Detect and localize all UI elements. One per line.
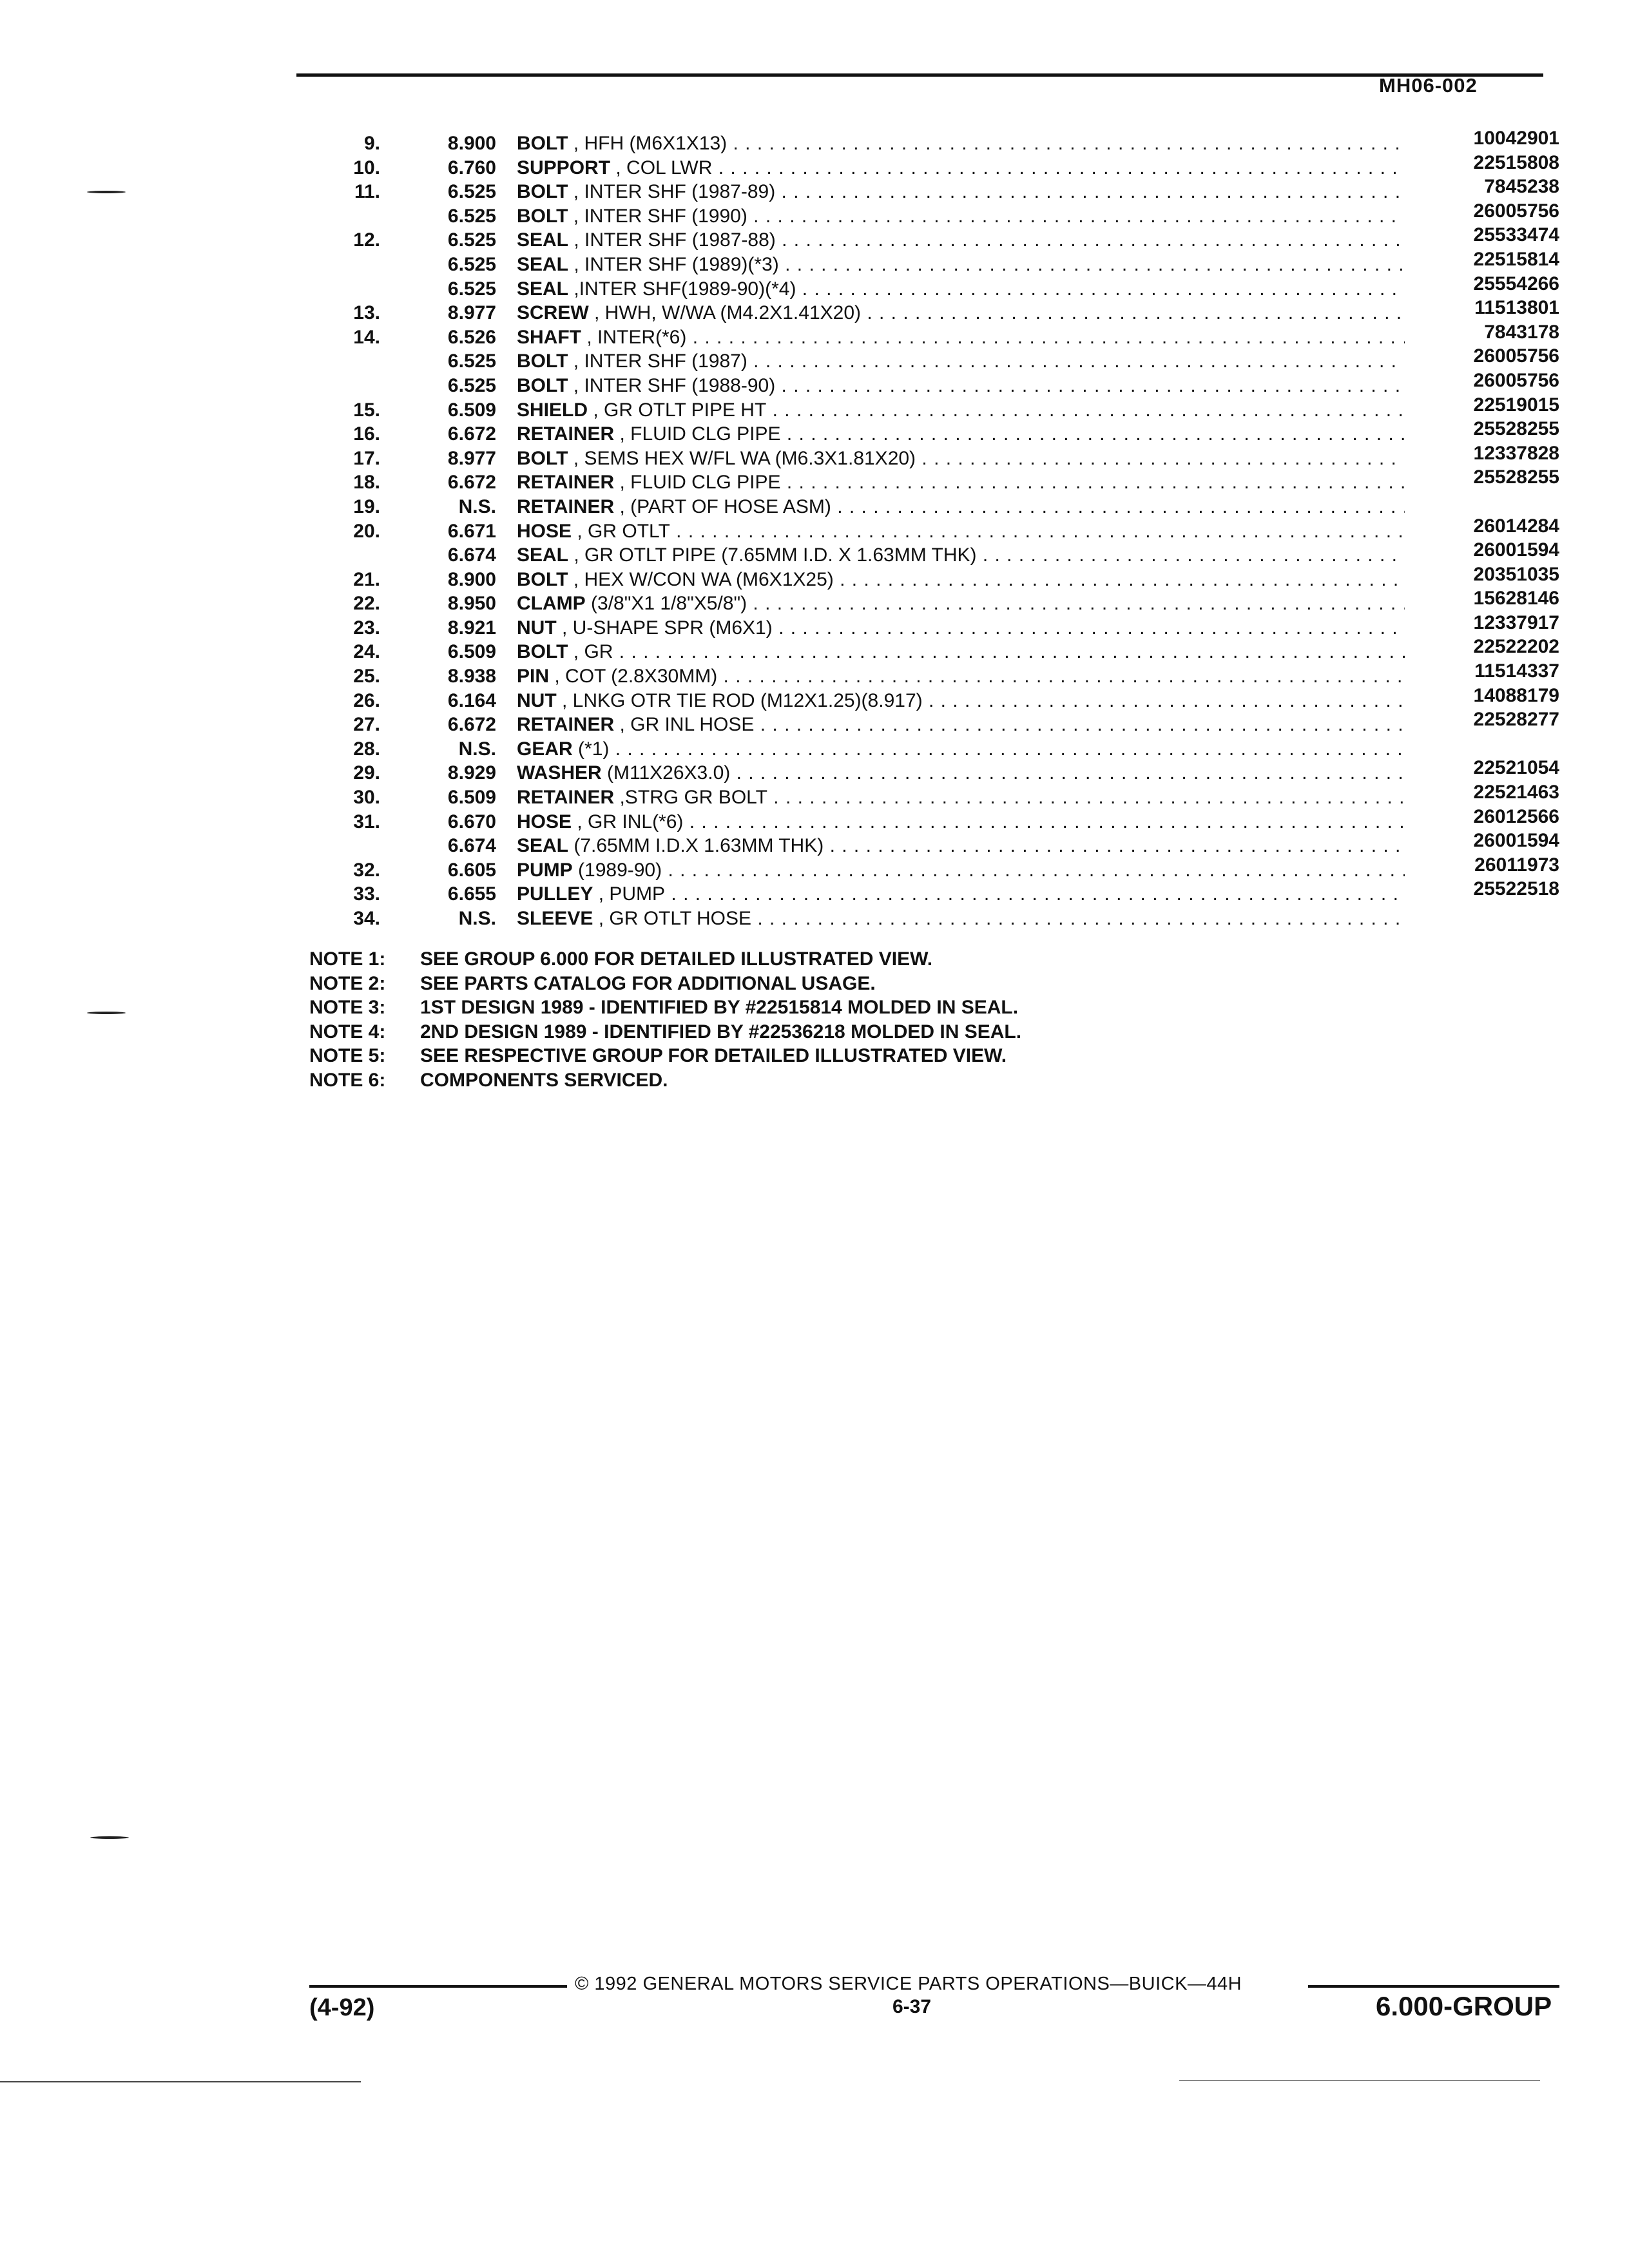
group-number: 6.525	[447, 229, 496, 251]
part-name: RETAINER	[517, 714, 615, 736]
item-number: 15.	[353, 399, 380, 421]
part-name: BOLT	[517, 133, 568, 154]
part-description	[517, 398, 1405, 423]
group-number: 6.525	[447, 253, 496, 275]
group-number: 6.525	[447, 374, 496, 396]
item-number: 19.	[353, 495, 380, 517]
parts-row	[284, 151, 1572, 180]
part-detail: , U-SHAPE SPR (M6X1)	[562, 617, 773, 639]
parts-row	[284, 418, 1572, 447]
part-detail: , INTER SHF (1989)(*3)	[574, 253, 779, 275]
part-name: BOLT	[517, 568, 568, 590]
part-name: NUT	[517, 689, 557, 711]
parts-row	[284, 297, 1572, 325]
part-detail: , FLUID CLG PIPE	[619, 472, 781, 494]
part-detail: , LNKG OTR TIE ROD (M12X1.25)(8.917)	[562, 689, 923, 711]
parts-row	[284, 273, 1572, 302]
parts-row	[284, 854, 1572, 883]
item-number: 31.	[353, 811, 380, 832]
part-number: 20351035	[1473, 563, 1559, 585]
item-number: 33.	[353, 883, 380, 905]
part-name: SEAL	[517, 229, 569, 251]
part-detail: , INTER SHF (1990)	[573, 205, 747, 227]
part-detail: , HFH (M6X1X13)	[573, 133, 728, 154]
parts-row	[284, 907, 1572, 931]
part-detail: , GR OTLT HOSE	[598, 908, 751, 929]
binder-hole-mark	[90, 1836, 129, 1839]
parts-row	[284, 466, 1572, 495]
part-number: 22515808	[1473, 151, 1559, 173]
group-number: 8.900	[447, 133, 496, 154]
part-number: 11513801	[1474, 297, 1559, 319]
item-number: 21.	[353, 568, 380, 590]
part-description	[517, 785, 1405, 810]
group-number: 6.525	[447, 181, 496, 203]
part-number: 22521054	[1473, 757, 1559, 779]
item-number: 22.	[353, 593, 380, 615]
part-detail: , FLUID CLG PIPE	[619, 423, 781, 445]
group-number: 6.655	[447, 883, 496, 905]
group-number: 8.977	[447, 447, 496, 469]
part-name: GEAR	[517, 738, 573, 760]
part-description	[517, 374, 1405, 398]
part-description	[517, 761, 1405, 785]
group-number: 6.605	[447, 859, 496, 881]
group-number: N.S.	[458, 738, 496, 760]
footer-rule-right	[1308, 1985, 1559, 1988]
part-name: SCREW	[517, 302, 589, 324]
group-number: 6.671	[447, 520, 496, 542]
part-number: 22521463	[1473, 782, 1559, 803]
part-detail: , PUMP	[598, 883, 666, 905]
parts-row	[284, 495, 1572, 519]
part-detail: , HWH, W/WA (M4.2X1.41X20)	[594, 302, 861, 324]
part-number: 12337828	[1473, 442, 1559, 464]
item-number: 28.	[353, 738, 380, 760]
parts-row	[284, 709, 1572, 737]
note-text: 2ND DESIGN 1989 - IDENTIFIED BY #22536218 MOLDED IN SEAL.	[420, 1021, 1022, 1043]
parts-row	[284, 224, 1572, 253]
note-line	[309, 1044, 1021, 1068]
parts-row	[284, 442, 1572, 471]
header-rule	[296, 73, 1543, 77]
part-description	[517, 519, 1405, 544]
item-number: 25.	[353, 666, 380, 687]
part-detail: , INTER SHF (1987-89)	[573, 181, 776, 203]
part-detail: , GR INL(*6)	[577, 811, 684, 832]
part-number: 26012566	[1473, 805, 1559, 827]
part-detail: (M11X26X3.0)	[607, 762, 731, 784]
group-number: 6.525	[447, 351, 496, 372]
parts-row	[284, 684, 1572, 713]
note-label: NOTE 3:	[309, 997, 386, 1018]
group-number: 6.164	[447, 689, 496, 711]
part-detail: ,INTER SHF(1989-90)(*4)	[574, 278, 796, 300]
parts-row	[284, 515, 1572, 544]
part-detail: , HEX W/CON WA (M6X1X25)	[573, 568, 834, 590]
part-name: SEAL	[517, 253, 569, 275]
item-number: 30.	[353, 787, 380, 809]
part-number: 26005756	[1473, 200, 1559, 222]
part-description	[517, 156, 1405, 180]
part-name: SEAL	[517, 278, 569, 300]
group-number: 8.938	[447, 666, 496, 687]
part-detail: , INTER SHF (1987)	[573, 351, 747, 372]
part-name: RETAINER	[517, 787, 615, 809]
item-number: 18.	[353, 472, 380, 494]
part-name: SHAFT	[517, 326, 581, 348]
notes-section	[309, 947, 1021, 1092]
part-name: WASHER	[517, 762, 602, 784]
part-detail: , SEMS HEX W/FL WA (M6.3X1.81X20)	[573, 447, 916, 469]
part-number: 26011973	[1474, 854, 1559, 876]
part-detail: (1989-90)	[578, 859, 662, 881]
part-detail: , COL LWR	[615, 157, 713, 178]
binder-hole-mark	[87, 191, 126, 193]
part-number: 14088179	[1473, 684, 1559, 706]
part-name: BOLT	[517, 447, 568, 469]
part-description	[517, 907, 1405, 931]
item-number: 34.	[353, 908, 380, 929]
group-number: 6.672	[447, 472, 496, 494]
parts-row	[284, 321, 1572, 350]
part-name: SEAL	[517, 544, 569, 566]
part-detail: , GR OTLT PIPE (7.65MM I.D. X 1.63MM THK)	[574, 544, 977, 566]
parts-row	[284, 830, 1572, 858]
note-label: NOTE 1:	[309, 948, 386, 970]
group-number: 8.921	[447, 617, 496, 639]
part-description	[517, 495, 1405, 519]
part-number: 25522518	[1473, 878, 1559, 900]
part-description	[517, 858, 1405, 883]
part-number: 7845238	[1484, 176, 1559, 198]
item-number: 12.	[353, 229, 380, 251]
part-detail: ,STRG GR BOLT	[619, 787, 767, 809]
part-description	[517, 689, 1405, 713]
parts-row	[284, 588, 1572, 616]
part-description	[517, 616, 1405, 640]
part-name: BOLT	[517, 205, 568, 227]
parts-row	[284, 539, 1572, 568]
part-description	[517, 591, 1405, 616]
part-number: 22522202	[1473, 636, 1559, 658]
part-number: 22515814	[1473, 248, 1559, 270]
group-number: 8.950	[447, 593, 496, 615]
part-number: 26005756	[1473, 345, 1559, 367]
part-name: SLEEVE	[517, 908, 593, 929]
part-number: 26005756	[1473, 369, 1559, 391]
scan-edge-line	[1179, 2080, 1540, 2081]
item-number: 20.	[353, 520, 380, 542]
note-text: SEE PARTS CATALOG FOR ADDITIONAL USAGE.	[420, 972, 876, 994]
part-name: PIN	[517, 666, 550, 687]
revision-date: (4-92)	[309, 1994, 375, 2021]
parts-list	[284, 128, 1572, 931]
part-name: BOLT	[517, 181, 568, 203]
note-line	[309, 995, 1021, 1020]
group-number: 6.674	[447, 835, 496, 857]
parts-row	[284, 878, 1572, 907]
parts-row	[284, 369, 1572, 398]
part-detail: (*1)	[578, 738, 610, 760]
group-number: 6.509	[447, 787, 496, 809]
part-detail: , GR	[573, 641, 613, 663]
part-description	[517, 131, 1405, 156]
parts-row	[284, 737, 1572, 762]
note-label: NOTE 5:	[309, 1045, 386, 1066]
part-name: RETAINER	[517, 423, 615, 445]
part-number: 26014284	[1473, 515, 1559, 537]
part-number: 25528255	[1473, 466, 1559, 488]
group-number: 6.526	[447, 326, 496, 348]
part-name: RETAINER	[517, 495, 615, 517]
part-name: HOSE	[517, 811, 572, 832]
part-number: 25533474	[1473, 224, 1559, 246]
item-number: 13.	[353, 302, 380, 324]
page-number: 6-37	[892, 1996, 932, 2017]
parts-row	[284, 805, 1572, 834]
parts-row	[284, 176, 1572, 204]
note-line	[309, 1068, 1021, 1093]
group-number: 6.525	[447, 278, 496, 300]
binder-hole-mark	[87, 1012, 126, 1014]
group-number: 8.977	[447, 302, 496, 324]
part-description	[517, 810, 1405, 834]
group-number: 6.525	[447, 205, 496, 227]
part-name: BOLT	[517, 641, 568, 663]
part-number: 10042901	[1473, 128, 1559, 149]
part-name: PUMP	[517, 859, 573, 881]
parts-row	[284, 394, 1572, 423]
footer-rule-left	[309, 1985, 567, 1988]
item-number: 14.	[353, 326, 380, 348]
note-text: SEE GROUP 6.000 FOR DETAILED ILLUSTRATED VIEW.	[420, 948, 933, 970]
group-number: 6.672	[447, 423, 496, 445]
item-number: 24.	[353, 641, 380, 663]
part-number: 25554266	[1473, 273, 1559, 294]
part-name: BOLT	[517, 351, 568, 372]
group-number: 8.900	[447, 568, 496, 590]
part-description	[517, 447, 1405, 471]
part-description	[517, 204, 1405, 229]
copyright-line: © 1992 GENERAL MOTORS SERVICE PARTS OPERATIONS—BUICK—44H	[575, 1974, 1242, 1994]
part-detail: , INTER SHF (1988-90)	[573, 374, 776, 396]
group-number: 6.509	[447, 641, 496, 663]
part-detail: (7.65MM I.D.X 1.63MM THK)	[574, 835, 824, 857]
scan-edge-line	[0, 2081, 361, 2082]
part-detail: , GR OTLT PIPE HT	[593, 399, 767, 421]
part-detail: , GR INL HOSE	[619, 714, 755, 736]
parts-row	[284, 611, 1572, 640]
part-number: 22519015	[1473, 394, 1559, 416]
part-name: SEAL	[517, 835, 569, 857]
item-number: 32.	[353, 859, 380, 881]
item-number: 10.	[353, 157, 380, 178]
item-number: 17.	[353, 447, 380, 469]
part-name: HOSE	[517, 520, 572, 542]
part-description	[517, 737, 1405, 762]
part-description	[517, 713, 1405, 737]
note-line	[309, 947, 1021, 972]
group-number: 8.929	[447, 762, 496, 784]
part-number: 11514337	[1474, 660, 1559, 682]
item-number: 26.	[353, 689, 380, 711]
part-description	[517, 325, 1405, 350]
part-name: NUT	[517, 617, 557, 639]
part-description	[517, 349, 1405, 374]
group-title: 6.000-GROUP	[1376, 1991, 1552, 2021]
note-label: NOTE 2:	[309, 972, 386, 994]
part-description	[517, 834, 1405, 858]
part-number: 26001594	[1473, 539, 1559, 561]
part-name: SHIELD	[517, 399, 588, 421]
note-text: COMPONENTS SERVICED.	[420, 1069, 668, 1091]
part-detail: , (PART OF HOSE ASM)	[619, 495, 831, 517]
part-detail: (3/8"X1 1/8"X5/8")	[591, 593, 747, 615]
document-code: MH06-002	[1379, 74, 1478, 97]
parts-row	[284, 200, 1572, 229]
parts-row	[284, 248, 1572, 277]
group-number: 6.509	[447, 399, 496, 421]
group-number: 6.670	[447, 811, 496, 832]
part-number: 25528255	[1473, 418, 1559, 440]
note-text: 1ST DESIGN 1989 - IDENTIFIED BY #22515814 MOLDED IN SEAL.	[420, 997, 1019, 1018]
group-number: N.S.	[458, 495, 496, 517]
part-description	[517, 277, 1405, 302]
parts-row	[284, 660, 1572, 689]
item-number: 29.	[353, 762, 380, 784]
item-number: 27.	[353, 714, 380, 736]
part-description	[517, 422, 1405, 447]
part-detail: , INTER SHF (1987-88)	[574, 229, 776, 251]
part-name: CLAMP	[517, 593, 586, 615]
item-number: 9.	[363, 133, 380, 154]
part-description	[517, 568, 1405, 592]
parts-row	[284, 128, 1572, 156]
item-number: 23.	[353, 617, 380, 639]
parts-row	[284, 636, 1572, 664]
parts-row	[284, 345, 1572, 374]
part-number: 26001594	[1473, 830, 1559, 852]
part-description	[517, 543, 1405, 568]
parts-row	[284, 757, 1572, 785]
part-description	[517, 253, 1405, 277]
group-number: N.S.	[458, 908, 496, 929]
group-number: 6.760	[447, 157, 496, 178]
part-name: RETAINER	[517, 472, 615, 494]
note-label: NOTE 4:	[309, 1021, 386, 1043]
part-number: 22528277	[1473, 709, 1559, 731]
part-description	[517, 301, 1405, 325]
part-description	[517, 664, 1405, 689]
note-line	[309, 1020, 1021, 1044]
part-number: 15628146	[1473, 588, 1559, 610]
part-name: SUPPORT	[517, 157, 611, 178]
part-name: BOLT	[517, 374, 568, 396]
item-number: 11.	[354, 181, 380, 203]
part-number: 12337917	[1473, 611, 1559, 633]
part-description	[517, 882, 1405, 907]
part-detail: , INTER(*6)	[586, 326, 687, 348]
part-name: PULLEY	[517, 883, 593, 905]
part-description	[517, 228, 1405, 253]
part-description	[517, 640, 1405, 664]
part-detail: , COT (2.8X30MM)	[554, 666, 718, 687]
note-text: SEE RESPECTIVE GROUP FOR DETAILED ILLUSTRATED VIEW.	[420, 1045, 1007, 1066]
item-number: 16.	[353, 423, 380, 445]
note-label: NOTE 6:	[309, 1069, 386, 1091]
part-description	[517, 180, 1405, 204]
part-number: 7843178	[1484, 321, 1559, 343]
parts-row	[284, 563, 1572, 592]
part-description	[517, 470, 1405, 495]
part-detail: , GR OTLT	[577, 520, 670, 542]
note-line	[309, 972, 1021, 996]
group-number: 6.674	[447, 544, 496, 566]
parts-row	[284, 782, 1572, 810]
group-number: 6.672	[447, 714, 496, 736]
